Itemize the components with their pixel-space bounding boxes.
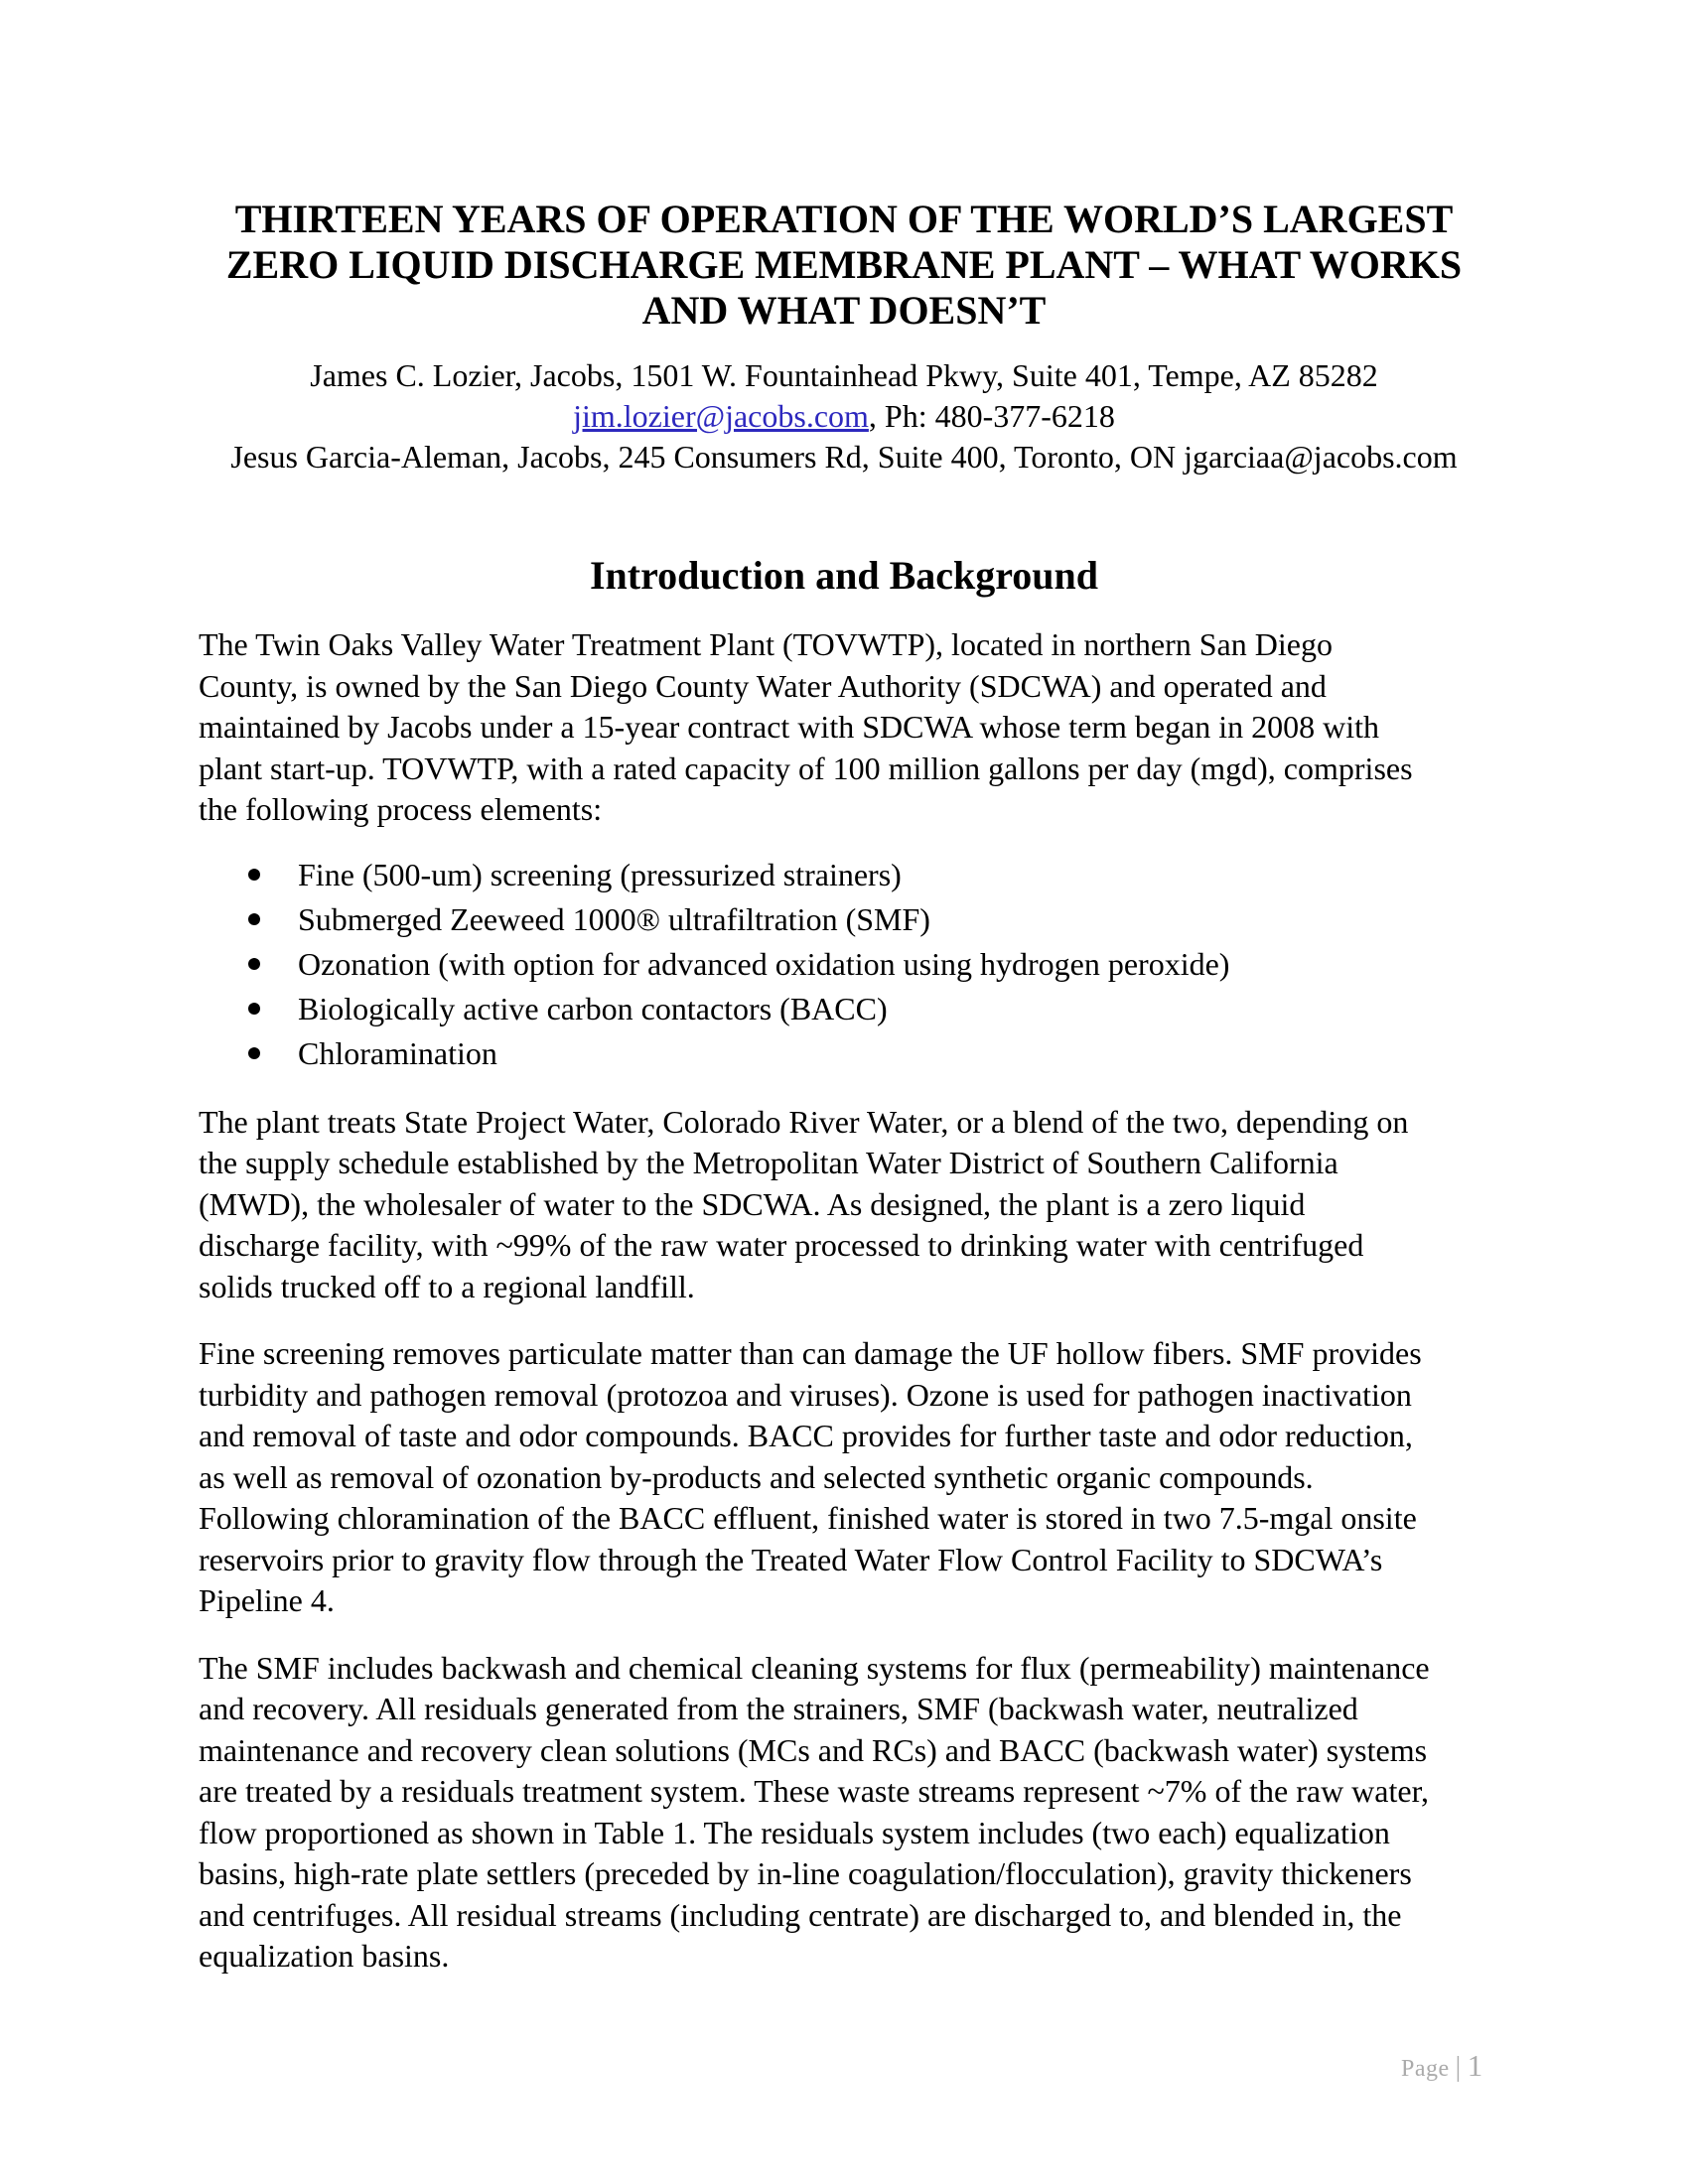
footer-separator: | bbox=[1455, 2052, 1462, 2083]
author-line-2 bbox=[199, 396, 1489, 437]
bullet-icon bbox=[248, 1047, 260, 1059]
list-item bbox=[199, 942, 1489, 987]
paper-title-line-1: THIRTEEN YEARS OF OPERATION OF THE WORLD’S LARGEST bbox=[234, 197, 1454, 241]
paragraph-2-line: the supply schedule established by the Metropolitan Water District of Southern California bbox=[199, 1145, 1338, 1180]
paragraph-4-line: are treated by a residuals treatment system. These waste streams represent ~7% of the raw water, bbox=[199, 1773, 1429, 1809]
paragraph-1 bbox=[199, 624, 1489, 831]
list-item-label: Ozonation (with option for advanced oxidation using hydrogen peroxide) bbox=[298, 945, 1230, 982]
process-elements-list bbox=[199, 853, 1489, 1076]
paragraph-4-line: equalization basins. bbox=[199, 1938, 450, 1974]
list-item-label: Submerged Zeeweed 1000® ultrafiltration (SMF) bbox=[298, 900, 930, 937]
paper-title-line-3: AND WHAT DOESN’T bbox=[641, 288, 1047, 333]
list-item bbox=[199, 987, 1489, 1031]
paragraph-2-line: discharge facility, with ~99% of the raw water processed to drinking water with centrifuged bbox=[199, 1227, 1364, 1263]
paragraph-2 bbox=[199, 1102, 1489, 1308]
paragraph-1-line: maintained by Jacobs under a 15-year contract with SDCWA whose term began in 2008 with bbox=[199, 709, 1380, 745]
paragraph-4-line: flow proportioned as shown in Table 1. The residuals system includes (two each) equalization bbox=[199, 1814, 1390, 1850]
list-item-label: Biologically active carbon contactors (BACC) bbox=[298, 990, 888, 1026]
paragraph-4-line: and recovery. All residuals generated from the strainers, SMF (backwash water, neutralized bbox=[199, 1691, 1358, 1726]
paragraph-2-line: solids trucked off to a regional landfill. bbox=[199, 1268, 695, 1304]
footer-page-number: 1 bbox=[1467, 2048, 1483, 2083]
author-block bbox=[199, 355, 1489, 478]
email-link[interactable]: jim.lozier@jacobs.com bbox=[573, 398, 869, 434]
page-content bbox=[199, 0, 1489, 1978]
author-line-1: James C. Lozier, Jacobs, 1501 W. Fountainhead Pkwy, Suite 401, Tempe, AZ 85282 bbox=[310, 357, 1378, 393]
list-item bbox=[199, 897, 1489, 942]
list-item-label: Fine (500-um) screening (pressurized strainers) bbox=[298, 856, 902, 892]
paragraph-2-line: The plant treats State Project Water, Colorado River Water, or a blend of the two, depending on bbox=[199, 1103, 1409, 1140]
paragraph-3 bbox=[199, 1333, 1489, 1622]
page-footer bbox=[1401, 2048, 1483, 2084]
paragraph-4-line: maintenance and recovery clean solutions (MCs and RCs) and BACC (backwash water) systems bbox=[199, 1731, 1428, 1768]
paragraph-1-line: The Twin Oaks Valley Water Treatment Plant (TOVWTP), located in northern San Diego bbox=[199, 626, 1333, 662]
paragraph-3-line: and removal of taste and odor compounds. BACC provides for further taste and odor reduction, bbox=[199, 1418, 1413, 1453]
paragraph-2-line: (MWD), the wholesaler of water to the SDCWA. As designed, the plant is a zero liquid bbox=[199, 1185, 1306, 1222]
paragraph-3-line: as well as removal of ozonation by-products and selected synthetic organic compounds. bbox=[199, 1458, 1314, 1495]
paragraph-4-line: The SMF includes backwash and chemical cleaning systems for flux (permeability) maintenance bbox=[199, 1649, 1430, 1686]
paragraph-3-line: reservoirs prior to gravity flow through the Treated Water Flow Control Facility to SDCWA’s bbox=[199, 1541, 1383, 1577]
paragraph-3-line: turbidity and pathogen removal (protozoa and viruses). Ozone is used for pathogen inactivation bbox=[199, 1376, 1412, 1413]
list-item-label: Chloramination bbox=[298, 1034, 497, 1071]
paragraph-1-line: County, is owned by the San Diego County Water Authority (SDCWA) and operated and bbox=[199, 667, 1327, 704]
list-item bbox=[199, 853, 1489, 897]
paragraph-3-line: Following chloramination of the BACC effluent, finished water is stored in two 7.5-mgal onsite bbox=[199, 1500, 1417, 1536]
paragraph-1-line: plant start-up. TOVWTP, with a rated capacity of 100 million gallons per day (mgd), comprises bbox=[199, 750, 1413, 786]
author-line-2-rest: , Ph: 480-377-6218 bbox=[868, 398, 1115, 434]
paragraph-3-line: Fine screening removes particulate matter than can damage the UF hollow fibers. SMF provides bbox=[199, 1335, 1422, 1371]
paragraph-4-line: basins, high-rate plate settlers (preceded by in-line coagulation/flocculation), gravity thickeners bbox=[199, 1855, 1412, 1891]
bullet-icon bbox=[248, 913, 260, 925]
paragraph-4-line: and centrifuges. All residual streams (including centrate) are discharged to, and blended in, the bbox=[199, 1896, 1402, 1933]
footer-page-label: Page bbox=[1401, 2056, 1450, 2082]
paragraph-3-line: Pipeline 4. bbox=[199, 1582, 335, 1618]
list-item bbox=[199, 1031, 1489, 1076]
paragraph-4 bbox=[199, 1648, 1489, 1978]
paragraph-1-line: the following process elements: bbox=[199, 791, 603, 827]
bullet-icon bbox=[248, 869, 260, 881]
author-line-3: Jesus Garcia-Aleman, Jacobs, 245 Consumers Rd, Suite 400, Toronto, ON jgarciaa@jacobs.com bbox=[230, 439, 1458, 475]
bullet-icon bbox=[248, 1003, 260, 1015]
paper-title-line-2: ZERO LIQUID DISCHARGE MEMBRANE PLANT – WHAT WORKS bbox=[225, 242, 1463, 287]
bullet-icon bbox=[248, 958, 260, 970]
section-heading: Introduction and Background bbox=[589, 553, 1099, 598]
paper-title bbox=[199, 0, 1489, 334]
